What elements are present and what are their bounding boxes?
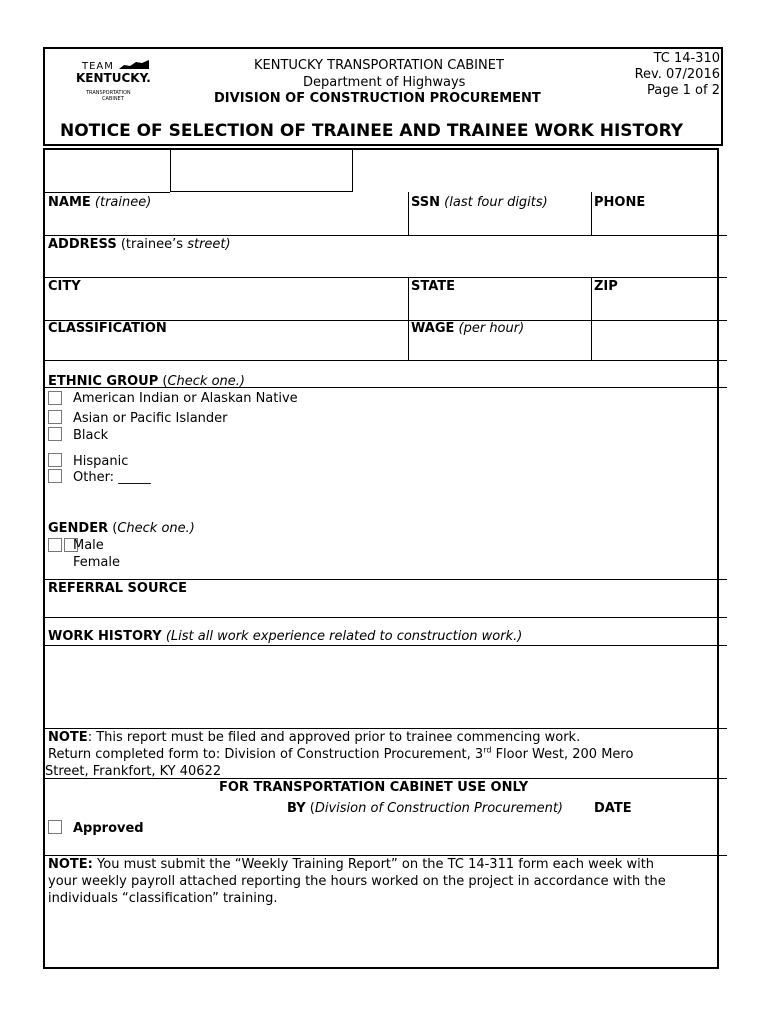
state-label[interactable]: STATE [411,279,456,294]
ethnic-checkbox-american-indian[interactable] [48,391,62,405]
logo-cabinet-line2: CABINET [102,96,124,102]
referral-source-label[interactable]: REFERRAL SOURCE [48,581,187,596]
ethnic-checkbox-asian[interactable] [48,410,62,424]
by-label: BY [287,801,306,816]
top-blank-box[interactable] [170,150,353,192]
by-field[interactable] [287,801,563,816]
divider [45,855,727,856]
divider [408,320,409,360]
note-filing [48,730,580,745]
divider [45,778,727,779]
work-history-label: WORK HISTORY [48,629,162,644]
ethnic-option-black: Black [73,428,109,443]
ssn-field[interactable] [411,195,548,210]
name-label: NAME [48,195,91,210]
team-kentucky-logo [72,55,162,105]
divider [45,579,727,580]
divider [45,277,727,278]
work-history-heading [48,629,522,644]
approved-checkbox[interactable] [48,820,62,834]
ethnic-option-other: Other: _____ [73,470,151,485]
gender-heading [48,521,195,536]
approved-label: Approved [73,821,144,836]
kentucky-state-icon [118,59,150,71]
address-hint-italic: street) [187,237,231,252]
form-body-box [43,148,719,969]
ethnic-group-label: ETHNIC GROUP [48,374,159,389]
divider [45,617,727,618]
gender-checkbox-male[interactable] [48,538,62,552]
date-label[interactable]: DATE [594,801,632,816]
gender-option-female: Female [73,555,121,570]
logo-kentucky-text: KENTUCKY. [76,71,151,85]
classification-label[interactable]: CLASSIFICATION [48,321,167,336]
wage-hint: (per hour) [458,321,525,336]
name-field[interactable] [48,195,151,210]
logo-cabinet-line1: TRANSPORTATION [86,90,131,96]
return-instructions: Return completed form to: Division of Construction Procurement, 3rd Floor West, 200 Mero [48,745,634,762]
wage-field[interactable] [411,321,524,336]
divider [408,192,409,235]
note-label: NOTE [48,730,88,745]
department-name: Department of Highways [303,75,466,90]
address-field[interactable] [48,237,231,252]
address-hint: (trainee’s [120,237,184,252]
by-hint: (Division of Construction Procurement) [309,801,563,816]
ssn-hint: (last four digits) [444,195,548,210]
page-indicator: Page 1 of 2 [647,83,720,98]
wage-label: WAGE [411,321,455,336]
weekly-report-note-line1: NOTE: You must submit the “Weekly Training Report” on the TC 14-311 form each week with [48,857,655,872]
ethnic-option-american-indian: American Indian or Alaskan Native [73,391,298,406]
phone-label[interactable]: PHONE [594,195,646,210]
division-name: DIVISION OF CONSTRUCTION PROCUREMENT [214,91,541,106]
divider [45,728,727,729]
note-text: : This report must be filed and approved prior to trainee commencing work. [87,730,581,745]
ethnic-checkbox-black[interactable] [48,427,62,441]
form-number: TC 14-310 [653,51,720,66]
cabinet-use-heading: FOR TRANSPORTATION CABINET USE ONLY [219,780,529,795]
ethnic-checkbox-hispanic[interactable] [48,453,62,467]
gender-hint: (Check one.) [112,521,195,536]
ethnic-option-hispanic: Hispanic [73,454,129,469]
name-hint: (trainee) [94,195,152,210]
gender-label: GENDER [48,521,109,536]
weekly-report-note-line3: individuals “classification” training. [48,891,278,906]
agency-name: KENTUCKY TRANSPORTATION CABINET [254,58,504,73]
logo-team-text: TEAM [82,61,114,72]
ethnic-checkbox-other[interactable] [48,469,62,483]
work-history-area[interactable] [45,646,717,728]
weekly-report-note-line2: your weekly payroll attached reporting the hours worked on the project in accordance with the [48,874,666,889]
ethnic-option-asian: Asian or Pacific Islander [73,411,228,426]
work-history-hint: (List all work experience related to construction work.) [165,629,523,644]
gender-option-male: Male [73,538,104,553]
divider [591,192,592,235]
divider [591,277,592,360]
revision-date: Rev. 07/2016 [634,67,720,82]
return-address-line: Street, Frankfort, KY 40622 [45,764,222,779]
ssn-label: SSN [411,195,441,210]
divider [45,192,170,193]
divider [45,235,727,236]
divider [45,387,727,388]
form-title: NOTICE OF SELECTION OF TRAINEE AND TRAINEE WORK HISTORY [60,121,684,141]
divider [45,360,727,361]
note2-label: NOTE: [48,857,93,872]
divider [408,277,409,320]
zip-label[interactable]: ZIP [594,279,618,294]
address-label: ADDRESS [48,237,117,252]
ethnic-group-hint: (Check one.) [162,374,245,389]
city-label[interactable]: CITY [48,279,81,294]
